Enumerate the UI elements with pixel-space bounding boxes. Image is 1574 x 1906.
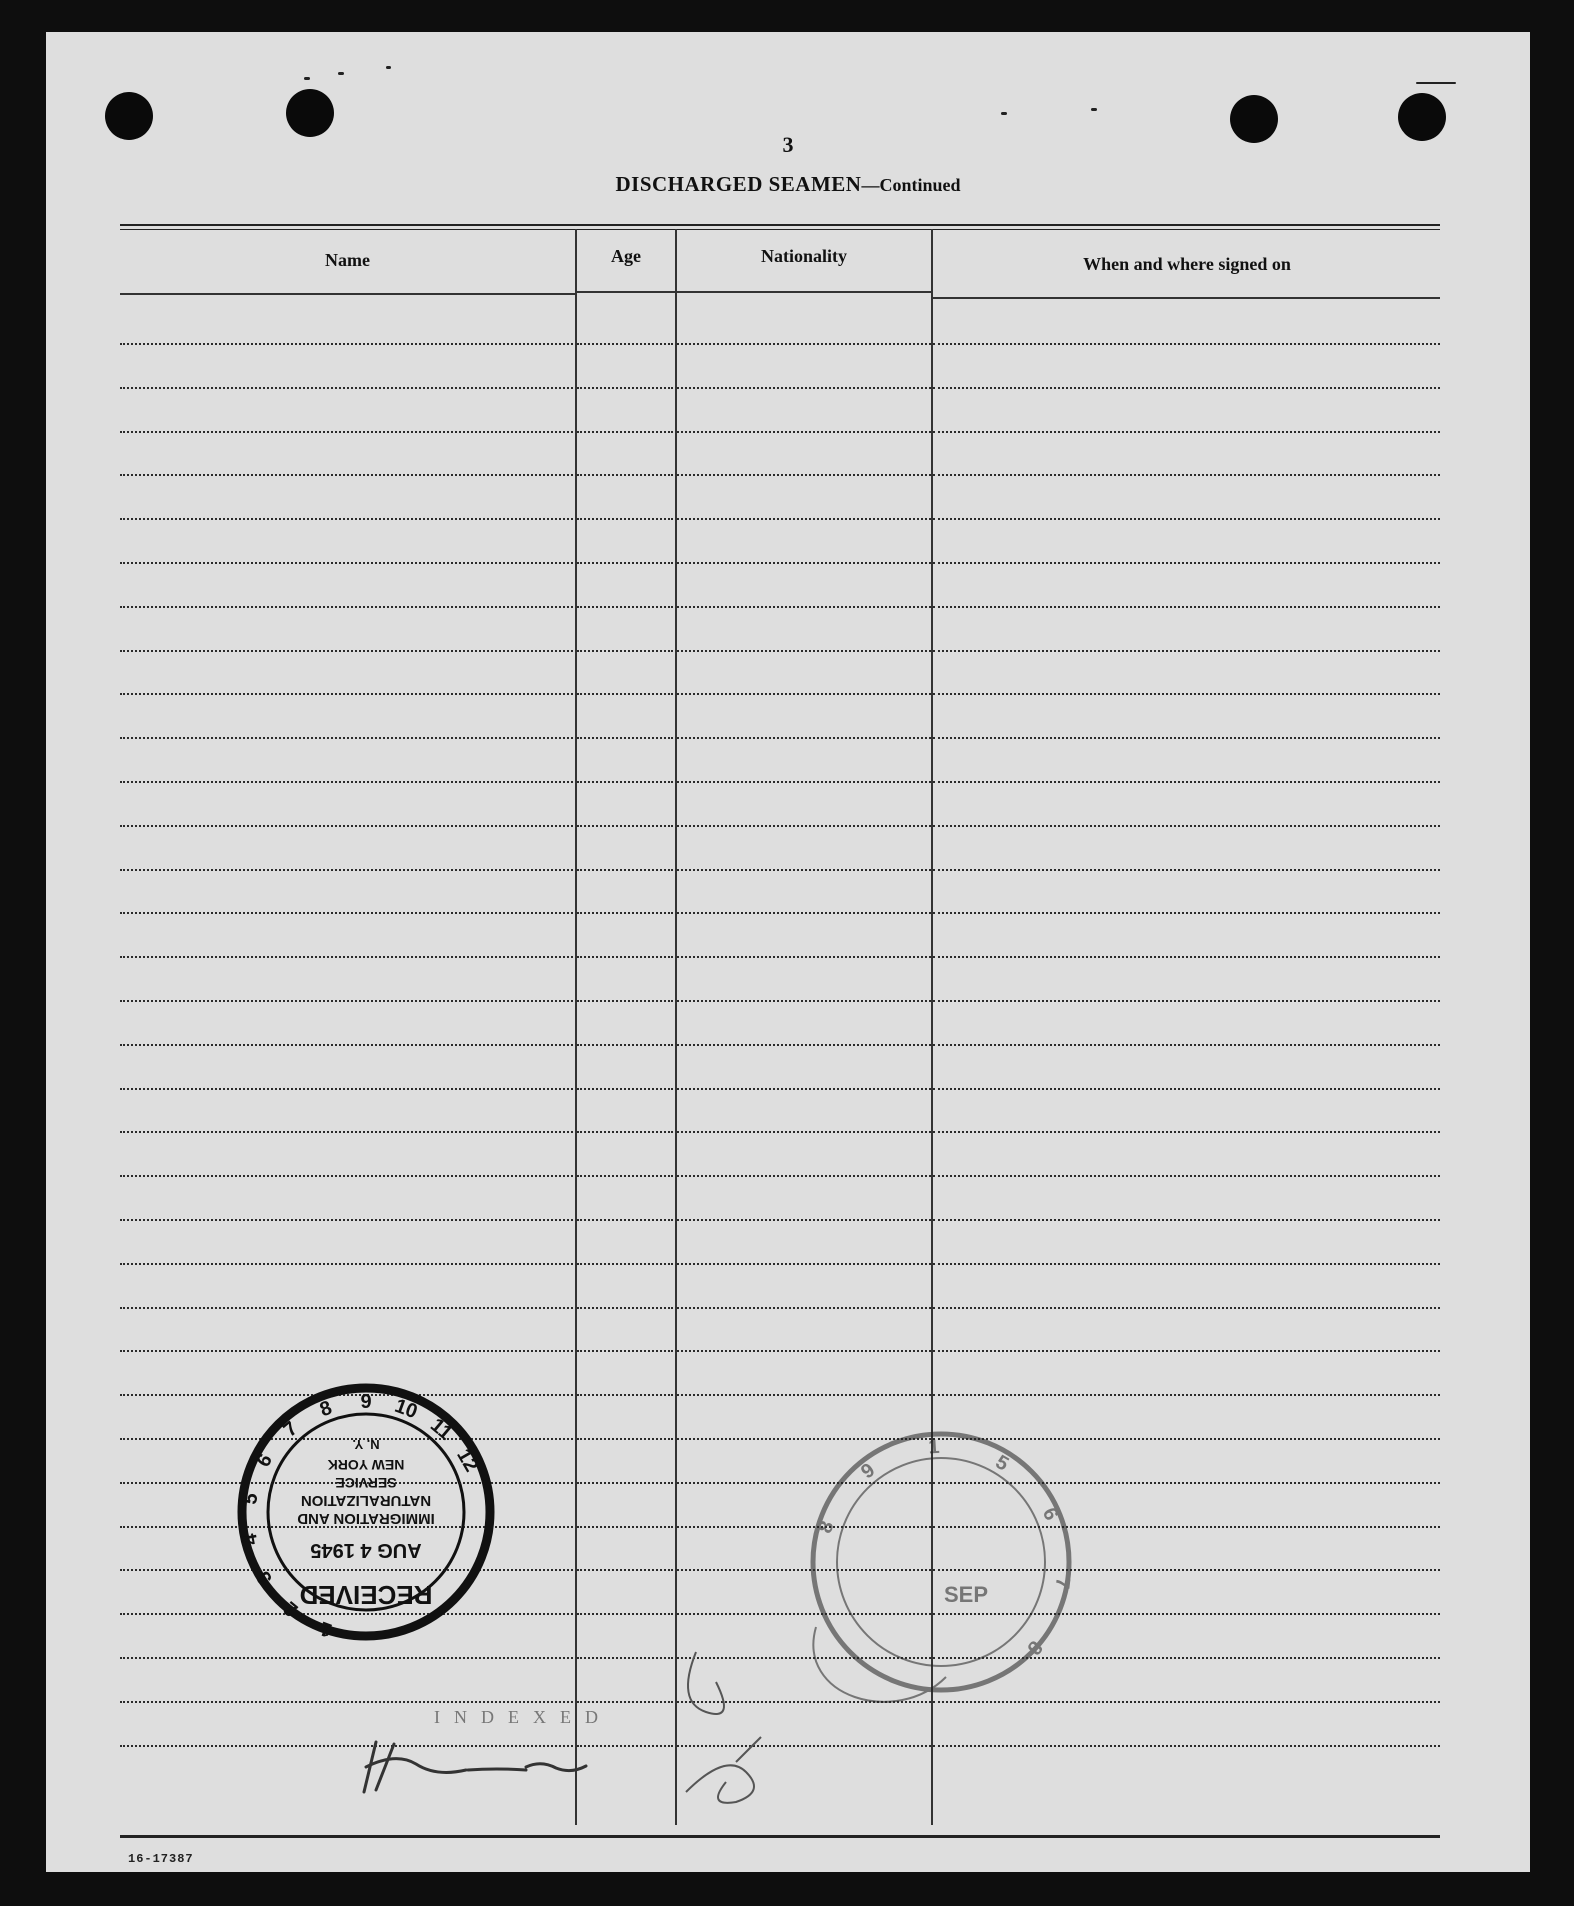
nationality-cell — [677, 1080, 931, 1090]
nationality-cell — [677, 423, 931, 433]
age-cell — [577, 554, 673, 564]
nationality-cell — [677, 642, 931, 652]
table-row — [120, 1080, 1440, 1088]
signed-on-cell — [933, 1737, 1440, 1747]
name-cell — [120, 466, 573, 476]
top-double-rule-2 — [120, 229, 1440, 230]
age-cell — [577, 992, 673, 1002]
stamp-agency-line4: NEW YORK — [327, 1457, 405, 1473]
stamp-ring-digit: 7 — [279, 1417, 303, 1442]
signed-on-cell — [933, 1255, 1440, 1265]
nationality-cell — [677, 1342, 931, 1352]
nationality-cell — [677, 1255, 931, 1265]
signed-on-cell — [933, 510, 1440, 520]
name-cell — [120, 861, 573, 871]
table-row — [120, 510, 1440, 518]
table-row — [120, 423, 1440, 431]
signed-on-cell — [933, 1386, 1440, 1396]
table-row — [120, 948, 1440, 956]
table-row — [120, 861, 1440, 869]
stamp-date: AUG 4 1945 — [310, 1539, 422, 1561]
stamp-ring-digit: 9 — [360, 1391, 372, 1413]
age-cell — [577, 1693, 673, 1703]
signed-on-cell — [933, 598, 1440, 608]
nationality-cell — [677, 379, 931, 389]
name-cell — [120, 817, 573, 827]
age-cell — [577, 1255, 673, 1265]
table-row — [120, 642, 1440, 650]
signed-on-cell — [933, 1211, 1440, 1221]
nationality-cell — [677, 817, 931, 827]
stamp-ring-digit: 6 — [252, 1450, 278, 1471]
document-page — [46, 32, 1530, 1872]
age-cell — [577, 861, 673, 871]
age-cell — [577, 1518, 673, 1528]
age-cell — [577, 1167, 673, 1177]
scan-speck — [1001, 112, 1007, 115]
signed-on-cell — [933, 1299, 1440, 1309]
age-cell — [577, 948, 673, 958]
stamp-ring-digit: 8 — [814, 1518, 839, 1537]
signed-on-cell — [933, 948, 1440, 958]
signed-on-cell — [933, 685, 1440, 695]
header-underline — [577, 291, 675, 293]
name-cell — [120, 1342, 573, 1352]
scan-speck — [1091, 108, 1097, 111]
name-cell — [120, 598, 573, 608]
table-row — [120, 1299, 1440, 1307]
page-title — [46, 172, 1530, 197]
age-cell — [577, 379, 673, 389]
name-cell — [120, 1167, 573, 1177]
age-cell — [577, 335, 673, 345]
initials-mark — [666, 1642, 806, 1812]
name-cell — [120, 1080, 573, 1090]
table-row — [120, 379, 1440, 387]
name-cell — [120, 335, 573, 345]
form-number: 16-17387 — [128, 1852, 194, 1866]
age-cell — [577, 1474, 673, 1484]
nationality-cell — [677, 948, 931, 958]
age-cell — [577, 685, 673, 695]
name-cell — [120, 554, 573, 564]
clerk-signature — [356, 1722, 676, 1802]
table-row — [120, 1167, 1440, 1175]
signed-on-cell — [933, 1080, 1440, 1090]
age-cell — [577, 642, 673, 652]
stamp-ring-digit: 5 — [991, 1450, 1013, 1476]
signed-on-cell — [933, 642, 1440, 652]
table-row — [120, 1211, 1440, 1219]
faint-stamp-date: SEP — [943, 1582, 989, 1607]
column-header-age: Age — [611, 246, 641, 266]
nationality-cell — [677, 1211, 931, 1221]
nationality-cell — [677, 335, 931, 345]
stamp-ring-digit: 1 — [316, 1616, 335, 1642]
age-cell — [577, 1080, 673, 1090]
name-cell — [120, 423, 573, 433]
nationality-cell — [677, 1299, 931, 1309]
signed-on-cell — [933, 335, 1440, 345]
name-cell — [120, 1036, 573, 1046]
stamp-agency-line1: IMMIGRATION AND — [297, 1510, 435, 1527]
name-cell — [120, 642, 573, 652]
nationality-cell — [677, 992, 931, 1002]
stamp-ring-digit: 11 — [425, 1414, 457, 1445]
scan-speck — [304, 77, 310, 80]
age-cell — [577, 1342, 673, 1352]
stamp-ring-digit: 7 — [1050, 1576, 1074, 1591]
scan-speck — [1416, 82, 1456, 84]
table-row — [120, 335, 1440, 343]
stamp-ring-digit: 12 — [452, 1445, 483, 1476]
signed-on-cell — [933, 1167, 1440, 1177]
signed-on-cell — [933, 379, 1440, 389]
table-row — [120, 1123, 1440, 1131]
age-cell — [577, 423, 673, 433]
signed-on-cell — [933, 904, 1440, 914]
name-cell — [120, 1211, 573, 1221]
column-header-nationality: Nationality — [760, 246, 847, 266]
signed-on-cell — [933, 992, 1440, 1002]
table-row — [120, 817, 1440, 825]
header-underline — [677, 291, 931, 293]
page-title-main: DISCHARGED SEAMEN — [615, 172, 862, 196]
punch-hole — [286, 89, 334, 137]
stamp-ring-digit: 4 — [238, 1531, 263, 1547]
signed-on-cell — [933, 1036, 1440, 1046]
table-row — [120, 729, 1440, 737]
nationality-cell — [677, 861, 931, 871]
age-cell — [577, 1299, 673, 1309]
stamp-ring-digit: 8 — [1022, 1636, 1047, 1659]
name-cell — [120, 1693, 573, 1703]
stamp-ring-digit: 10 — [391, 1394, 421, 1424]
stamp-agency-line3: SERVICE — [335, 1475, 397, 1491]
table-row — [120, 992, 1440, 1000]
age-cell — [577, 1211, 673, 1221]
stamp-ring-digit: 6 — [1037, 1504, 1063, 1525]
table-row — [120, 773, 1440, 781]
nationality-cell — [677, 510, 931, 520]
signed-on-cell — [933, 729, 1440, 739]
name-cell — [120, 948, 573, 958]
scan-speck — [338, 72, 344, 75]
table-row — [120, 466, 1440, 474]
header-underline — [120, 293, 575, 295]
age-cell — [577, 773, 673, 783]
top-double-rule-1 — [120, 224, 1440, 226]
signed-on-cell — [933, 861, 1440, 871]
age-cell — [577, 1649, 673, 1659]
nationality-cell — [677, 554, 931, 564]
page-number: 3 — [782, 132, 794, 157]
name-cell — [120, 1255, 573, 1265]
stamp-ring-digit: 8 — [316, 1396, 335, 1422]
table-row — [120, 1036, 1440, 1044]
received-stamp — [216, 1362, 516, 1662]
scan-speck — [386, 66, 391, 69]
faint-stamp — [776, 1397, 1106, 1727]
name-cell — [120, 379, 573, 389]
age-cell — [577, 729, 673, 739]
nationality-cell — [677, 1386, 931, 1396]
stamp-received-label: RECEIVED — [299, 1580, 433, 1610]
table-row — [120, 1342, 1440, 1350]
age-cell — [577, 1386, 673, 1396]
age-cell — [577, 817, 673, 827]
page-title-continued: —Continued — [861, 175, 961, 195]
nationality-cell — [677, 773, 931, 783]
stamp-ring-digit: 2 — [279, 1596, 303, 1621]
age-cell — [577, 510, 673, 520]
name-cell — [120, 685, 573, 695]
name-cell — [120, 1123, 573, 1133]
stamp-ring-digit: 5 — [238, 1491, 263, 1507]
column-header-signed-on: When and where signed on — [1083, 254, 1291, 274]
table-row — [120, 1255, 1440, 1263]
header-underline — [933, 297, 1440, 299]
signed-on-cell — [933, 1342, 1440, 1352]
age-cell — [577, 1430, 673, 1440]
table-row — [120, 598, 1440, 606]
name-cell — [120, 992, 573, 1002]
age-cell — [577, 1036, 673, 1046]
stamp-agency-line2: NATURALIZATION — [300, 1492, 432, 1509]
signed-on-cell — [933, 423, 1440, 433]
age-cell — [577, 1561, 673, 1571]
bottom-rule — [120, 1835, 1440, 1838]
nationality-cell — [677, 1036, 931, 1046]
signed-on-cell — [933, 466, 1440, 476]
table-row — [120, 904, 1440, 912]
nationality-cell — [677, 729, 931, 739]
name-cell — [120, 773, 573, 783]
stamp-ring-digit: 3 — [252, 1567, 278, 1588]
stamp-ring-digit: 1 — [927, 1435, 941, 1459]
table-row — [120, 554, 1440, 562]
age-cell — [577, 598, 673, 608]
age-cell — [577, 904, 673, 914]
age-cell — [577, 1123, 673, 1133]
indexed-stamp: INDEXED — [434, 1707, 612, 1727]
column-header-name: Name — [325, 250, 370, 270]
nationality-cell — [677, 1167, 931, 1177]
nationality-cell — [677, 466, 931, 476]
nationality-cell — [677, 904, 931, 914]
nationality-cell — [677, 1123, 931, 1133]
nationality-cell — [677, 685, 931, 695]
stamp-agency-line5: N. Y. — [352, 1437, 380, 1452]
table-row — [120, 685, 1440, 693]
name-cell — [120, 1299, 573, 1309]
stamp-ring-digit: 9 — [857, 1459, 880, 1484]
name-cell — [120, 904, 573, 914]
age-cell — [577, 1605, 673, 1615]
signed-on-cell — [933, 1123, 1440, 1133]
signed-on-cell — [933, 554, 1440, 564]
name-cell — [120, 729, 573, 739]
age-cell — [577, 466, 673, 476]
name-cell — [120, 510, 573, 520]
signed-on-cell — [933, 817, 1440, 827]
signed-on-cell — [933, 773, 1440, 783]
nationality-cell — [677, 598, 931, 608]
